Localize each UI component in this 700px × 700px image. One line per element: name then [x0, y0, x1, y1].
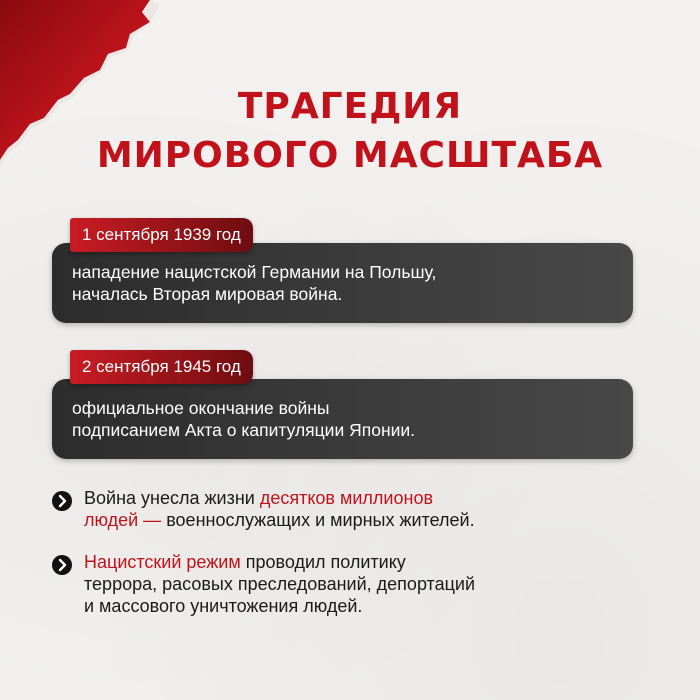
title-line-2: МИРОВОГО МАСШТАБА	[96, 135, 604, 176]
event-description-line: нападение нацистской Германии на Польшу,	[72, 262, 437, 282]
bullet-text-plain: Война унесла жизни	[84, 488, 260, 508]
event-description-line: подписанием Акта о капитуляции Японии.	[72, 420, 416, 440]
bullet-text-highlight: людей —	[84, 510, 162, 530]
bullet-text-plain: проводил политику	[240, 552, 406, 572]
event-description	[72, 261, 621, 305]
chevron-right-icon	[52, 491, 72, 511]
date-tag-1945: 2 сентября 1945 год	[70, 350, 253, 384]
event-description-line: началась Вторая мировая война.	[72, 284, 343, 304]
bullet-text	[84, 487, 660, 531]
event-description-line: официальное окончание войны	[72, 398, 330, 418]
event-description	[72, 397, 621, 441]
bullet-text-plain: террора, расовых преследований, депортаций	[84, 574, 476, 594]
bullet-text-highlight: десятков миллионов	[259, 488, 434, 508]
title-line-1: ТРАГЕДИЯ	[237, 86, 463, 127]
bullet-text-highlight: Нацистский режим	[84, 552, 241, 572]
bullet-text-plain: и массового уничтожения людей.	[84, 596, 363, 616]
bullet-text	[84, 551, 660, 617]
bullet-text-plain: военнослужащих и мирных жителей.	[161, 510, 475, 530]
date-tag-1939: 1 сентября 1939 год	[70, 218, 253, 252]
chevron-right-icon	[52, 555, 72, 575]
event-card-1945	[52, 379, 633, 459]
event-card-1939	[52, 243, 633, 323]
